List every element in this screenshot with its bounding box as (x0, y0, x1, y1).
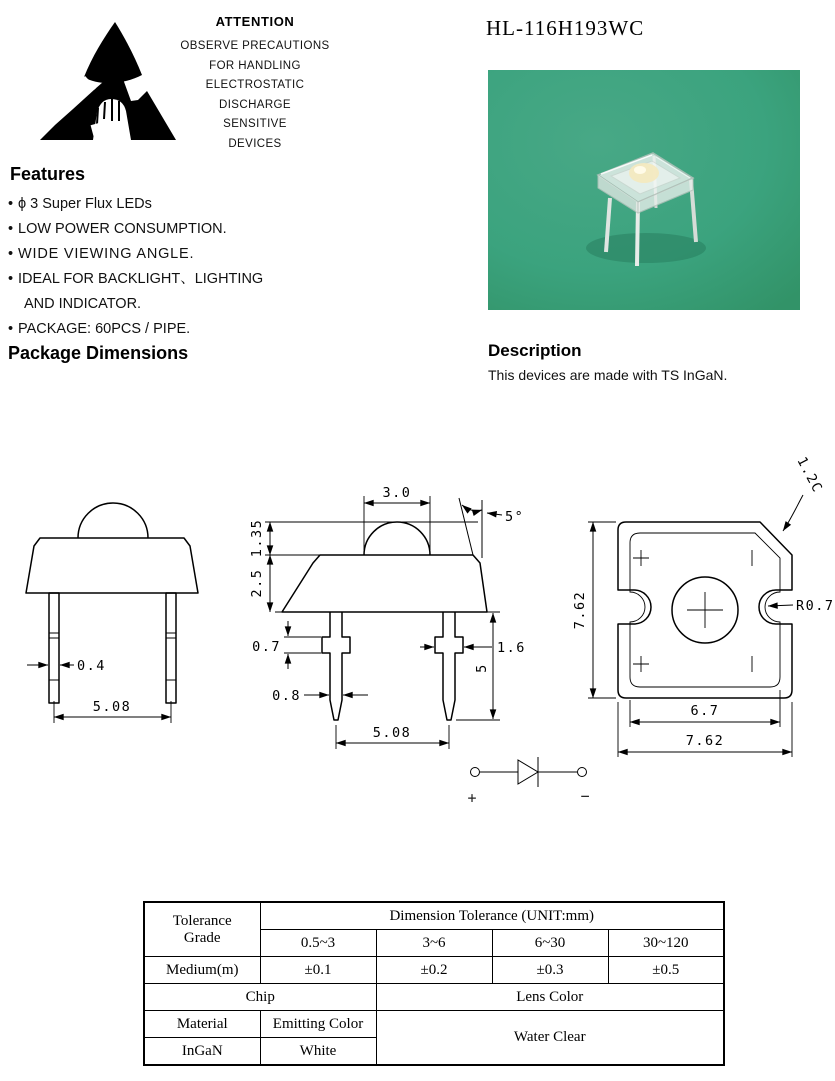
grade-label: Grade (183, 929, 221, 946)
feature-item: LOW POWER CONSUMPTION. (18, 221, 227, 237)
dim-side-crimp-height: 0.7 (252, 639, 281, 655)
tolerance-grade-header (144, 902, 260, 957)
dim-side-lead-width: 0.8 (272, 688, 301, 704)
description-section (488, 341, 818, 383)
description-heading: Description (488, 341, 582, 360)
tolerance-cell: ±0.5 (608, 957, 724, 984)
feature-item: PACKAGE: 60PCS / PIPE. (18, 321, 191, 337)
range-cell: 30~120 (608, 930, 724, 957)
dimension-tolerance-header: Dimension Tolerance (UNIT:mm) (260, 902, 724, 930)
package-dimension-drawings (0, 430, 835, 840)
feature-item: ϕ 3 Super Flux LEDs (18, 196, 152, 212)
tolerance-cell: ±0.1 (260, 957, 376, 984)
dim-front-lead-pitch: 5.08 (92, 699, 132, 715)
dim-side-body-height: 2.5 (249, 568, 265, 598)
dim-side-crimp-width: 1.6 (497, 640, 526, 656)
top-view-drawing (572, 454, 835, 757)
features-section (8, 164, 428, 342)
attention-line: DISCHARGE (219, 98, 291, 111)
emitting-color-label: Emitting Color (260, 1011, 376, 1038)
bullet-icon: • (8, 271, 14, 287)
attention-line: ELECTROSTATIC (205, 79, 305, 91)
chip-header: Chip (144, 984, 376, 1011)
attention-line: DEVICES (228, 137, 282, 150)
dim-side-lead-length: 5 (474, 663, 490, 673)
product-photo (488, 70, 800, 310)
attention-title: ATTENTION (215, 14, 295, 29)
dim-top-width: 7.62 (685, 733, 725, 749)
material-value: InGaN (144, 1038, 260, 1066)
part-number-title: HL-116H193WC (486, 16, 645, 40)
medium-label: Medium(m) (144, 957, 260, 984)
feature-item: IDEAL FOR BACKLIGHT、LIGHTING (18, 271, 264, 287)
table-row (144, 984, 724, 1011)
dim-top-height: 7.62 (572, 590, 588, 630)
bullet-icon: • (8, 246, 14, 262)
material-label: Material (144, 1011, 260, 1038)
dim-top-notch-radius: R0.7 (796, 598, 835, 614)
emitting-color-value: White (260, 1038, 376, 1066)
attention-line: SENSITIVE (223, 118, 287, 130)
attention-block (150, 14, 360, 154)
dim-top-inner-width: 6.7 (690, 703, 720, 719)
tolerance-cell: ±0.3 (492, 957, 608, 984)
tolerance-cell: ±0.2 (376, 957, 492, 984)
led-photo-illustration (488, 70, 800, 310)
range-cell: 6~30 (492, 930, 608, 957)
range-cell: 3~6 (376, 930, 492, 957)
side-view-drawing (249, 485, 526, 749)
dim-side-dome-height: 1.35 (249, 518, 265, 558)
range-cell: 0.5~3 (260, 930, 376, 957)
feature-item-continuation: AND INDICATOR. (24, 296, 142, 312)
features-heading: Features (10, 164, 86, 184)
dim-top-chamfer: 1.2C (793, 454, 826, 496)
table-row (144, 902, 724, 930)
description-text: This devices are made with TS InGaN. (488, 367, 728, 383)
table-row (144, 1011, 724, 1038)
dim-side-lead-pitch: 5.08 (372, 725, 412, 741)
diode-symbol (467, 757, 589, 807)
lens-color-header: Lens Color (376, 984, 724, 1011)
bullet-icon: • (8, 196, 17, 212)
feature-item: WIDE VIEWING ANGLE. (18, 246, 195, 262)
tolerance-table (143, 901, 725, 1066)
bullet-icon: • (8, 321, 14, 337)
dim-side-dome-width: 3.0 (382, 485, 412, 501)
lens-color-value: Water Clear (376, 1011, 724, 1066)
tolerance-label: Tolerance (172, 912, 232, 929)
front-view-drawing (26, 503, 198, 723)
cathode-minus-label: − (580, 787, 590, 805)
dim-front-lead-width: 0.4 (77, 658, 106, 674)
attention-line: FOR HANDLING (209, 59, 301, 72)
dim-side-tilt-angle: 5° (505, 509, 525, 525)
table-row (144, 957, 724, 984)
anode-plus-label: + (467, 789, 477, 807)
bullet-icon: • (8, 221, 14, 237)
package-dimensions-heading: Package Dimensions (8, 343, 189, 363)
attention-line: OBSERVE PRECAUTIONS (180, 40, 330, 52)
